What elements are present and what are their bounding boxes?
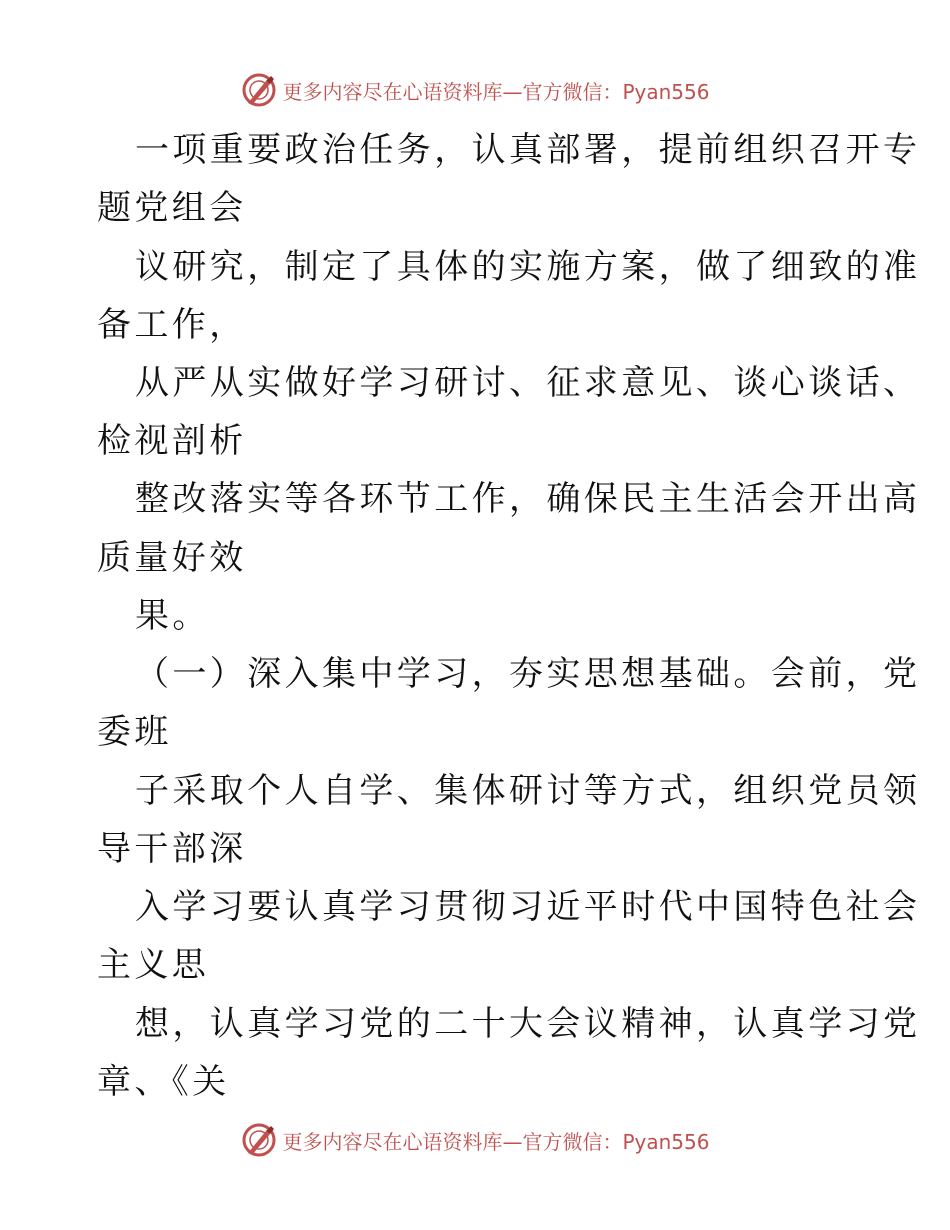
pen-seal-icon [240, 1121, 278, 1159]
paragraph-line: 章、《关 [97, 1062, 230, 1102]
paragraph-line: 想，认真学习党的二十大会议精神，认真学习党 [135, 1004, 921, 1044]
paragraph-line: 一项重要政治任务，认真部署，提前组织召开专 [135, 130, 921, 170]
paragraph-line: 果。 [135, 596, 210, 636]
paragraph-line: 题党组会 [97, 188, 247, 228]
paragraph-line: 整改落实等各环节工作，确保民主生活会开出高 [135, 479, 921, 519]
paragraph-line: 检视剖析 [97, 421, 247, 461]
paragraph-line: 委班 [97, 712, 172, 752]
paragraph-line: 入学习要认真学习贯彻习近平时代中国特色社会 [135, 887, 921, 927]
pen-seal-icon [240, 71, 278, 109]
paragraph-line: （一）深入集中学习，夯实思想基础。会前，党 [135, 654, 921, 694]
paragraph-line: 议研究，制定了具体的实施方案，做了细致的准 [135, 247, 921, 287]
paragraph-line: 备工作， [97, 305, 247, 345]
paragraph-line: 主义思 [97, 945, 210, 985]
banner-text: 更多内容尽在心语资料库—官方微信：Pyan556 [282, 79, 710, 104]
header-banner [0, 68, 950, 112]
paragraph-line: 子采取个人自学、集体研讨等方式，组织党员领 [135, 771, 921, 811]
paragraph-line: 导干部深 [97, 829, 247, 869]
paragraph-line: 从严从实做好学习研讨、征求意见、谈心谈话、 [135, 363, 921, 403]
paragraph-line: 质量好效 [97, 538, 247, 578]
footer-banner [0, 1118, 950, 1162]
banner-text: 更多内容尽在心语资料库—官方微信：Pyan556 [282, 1129, 710, 1154]
